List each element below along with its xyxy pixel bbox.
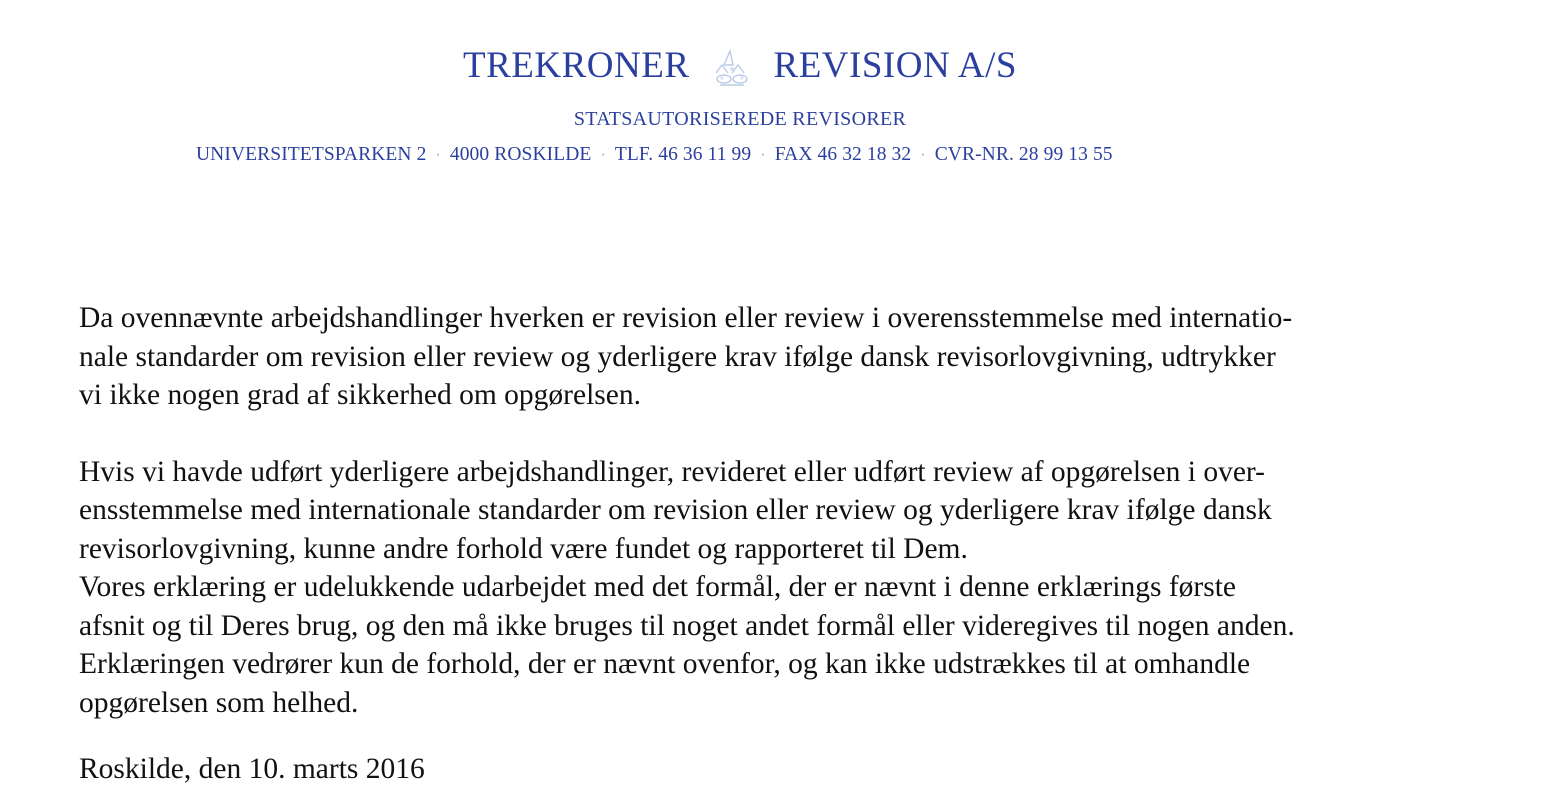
company-name-right: REVISION A/S [773,45,1017,86]
paragraph-line: vi ikke nogen grad af sikkerhed om opgørelsen. [79,379,641,411]
paragraph-line: afsnit og til Deres brug, og den må ikke bruges til noget andet formål eller videregives til nogen anden. [79,609,1295,642]
date-line: Roskilde, den 10. marts 2016 [79,753,425,785]
address: UNIVERSITETSPARKEN 2 [196,144,427,165]
separator: · [435,147,441,164]
city: 4000 ROSKILDE [449,144,592,165]
paragraph-line: revisorlovgivning, kunne andre forhold være fundet og rapporteret til Dem. [79,532,968,565]
separator: · [600,147,606,164]
paragraph-line: Hvis vi havde udført yderligere arbejdshandlinger, revideret eller udført review af opgørelsen i over- [79,455,1265,488]
paragraph-line: Da ovennævnte arbejdshandlinger hverken er revision eller review i overensstemmelse med internatio- [79,302,1293,334]
contact-line [196,142,1113,169]
paragraph-line: Erklæringen vedrører kun de forhold, der er nævnt ovenfor, og kan ikke udstrækkes til at omhandle [79,648,1251,680]
separator: · [920,147,926,164]
cvr-number: CVR-NR. 28 99 13 55 [934,144,1113,165]
paragraph-1 [79,299,1459,415]
crown-logo-icon [702,45,762,89]
paragraph-line: opgørelsen som helhed. [79,686,359,719]
paragraph-2 [79,453,1459,723]
fax: FAX 46 32 18 32 [774,144,912,165]
paragraph-line: ensstemmelse med internationale standarder om revision eller review og yderligere krav ifølge dansk [79,494,1272,526]
letter-body [79,299,1459,722]
company-subtitle: STATSAUTORISEREDE REVISORER [573,108,907,130]
company-name-left: TREKRONER [463,45,690,86]
company-name [0,44,1480,91]
paragraph-line: Vores erklæring er udelukkende udarbejdet med det formål, der er nævnt i denne erklærings første [79,571,1236,603]
phone: TLF. 46 36 11 99 [614,144,752,165]
paragraph-line: nale standarder om revision eller review og yderligere krav ifølge dansk revisorlovgivning, udtrykker [79,340,1276,373]
separator: · [760,147,766,164]
